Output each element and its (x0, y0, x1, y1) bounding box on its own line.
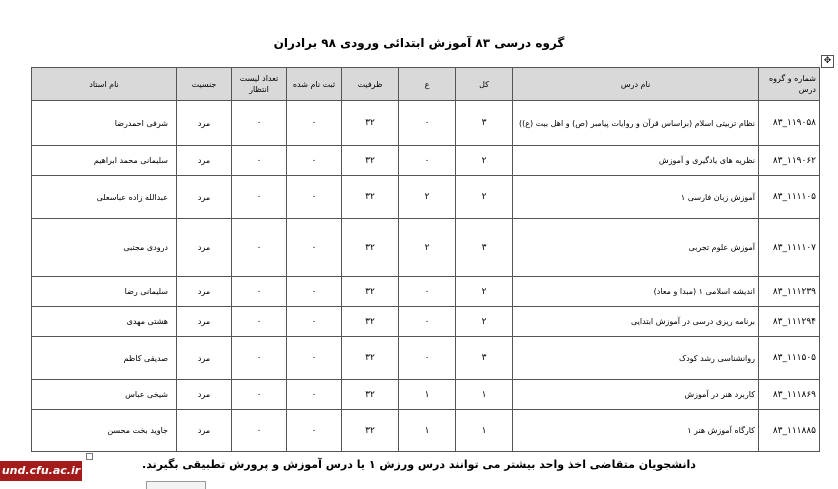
header-capacity: ظرفیت (342, 68, 399, 101)
course-gender: مرد (177, 101, 232, 146)
course-total-units: ۲ (456, 176, 513, 219)
course-total-units: ۲ (456, 146, 513, 176)
course-practical-units: ۰ (399, 337, 456, 380)
course-registered: ۰ (287, 307, 342, 337)
course-waitlist: ۰ (232, 307, 287, 337)
course-name: آموزش زبان فارسی ۱ (513, 176, 759, 219)
header-registered: ثبت نام شده (287, 68, 342, 101)
course-code: ۸۳_۱۱۱۱۰۷ (759, 219, 820, 277)
header-gender: جنسیت (177, 68, 232, 101)
course-code: ۸۳_۱۱۱۲۹۴ (759, 307, 820, 337)
table-row (32, 277, 820, 307)
course-name: نظام تربیتی اسلام (براساس قرآن و روایات پیامبر (ص) و اهل بیت (ع)) (513, 101, 759, 146)
course-gender: مرد (177, 146, 232, 176)
course-teacher: سلیمانی رضا (32, 277, 177, 307)
course-total-units: ۱ (456, 410, 513, 452)
course-name: اندیشه اسلامی ۱ (مبدا و معاد) (513, 277, 759, 307)
header-course-name: نام درس (513, 68, 759, 101)
course-registered: ۰ (287, 219, 342, 277)
course-capacity: ۳۲ (342, 176, 399, 219)
course-teacher: سلیمانی محمد ابراهیم (32, 146, 177, 176)
course-code: ۸۳_۱۱۹۰۵۸ (759, 101, 820, 146)
course-capacity: ۳۲ (342, 277, 399, 307)
course-teacher: درودی مجتبی (32, 219, 177, 277)
course-practical-units: ۱ (399, 410, 456, 452)
course-practical-units: ۱ (399, 380, 456, 410)
course-name: برنامه ریزی درسی در آموزش ابتدایی (513, 307, 759, 337)
course-registered: ۰ (287, 410, 342, 452)
site-watermark: und.cfu.ac.ir (0, 461, 82, 481)
course-registered: ۰ (287, 380, 342, 410)
table-move-handle-icon[interactable]: ✥ (821, 55, 834, 68)
course-name: کاربرد هنر در آموزش (513, 380, 759, 410)
course-name: کارگاه آموزش هنر ۱ (513, 410, 759, 452)
course-code: ۸۳_۱۱۱۵۰۵ (759, 337, 820, 380)
table-header-row (32, 68, 820, 101)
table-row (32, 380, 820, 410)
course-registered: ۰ (287, 176, 342, 219)
header-practical: ع (399, 68, 456, 101)
course-teacher: شیخی عباس (32, 380, 177, 410)
course-gender: مرد (177, 410, 232, 452)
course-practical-units: ۰ (399, 277, 456, 307)
course-waitlist: ۰ (232, 337, 287, 380)
course-teacher: شرفی احمدرضا (32, 101, 177, 146)
course-code: ۸۳_۱۱۱۸۶۹ (759, 380, 820, 410)
course-waitlist: ۰ (232, 219, 287, 277)
course-practical-units: ۲ (399, 219, 456, 277)
table-row (32, 101, 820, 146)
course-registered: ۰ (287, 277, 342, 307)
course-waitlist: ۰ (232, 277, 287, 307)
course-gender: مرد (177, 380, 232, 410)
course-total-units: ۲ (456, 307, 513, 337)
course-total-units: ۳ (456, 219, 513, 277)
table-row (32, 176, 820, 219)
table-row (32, 307, 820, 337)
course-code: ۸۳_۱۱۹۰۶۲ (759, 146, 820, 176)
course-gender: مرد (177, 219, 232, 277)
course-waitlist: ۰ (232, 176, 287, 219)
table-row (32, 337, 820, 380)
course-total-units: ۱ (456, 380, 513, 410)
course-practical-units: ۰ (399, 146, 456, 176)
course-capacity: ۳۲ (342, 101, 399, 146)
course-capacity: ۳۲ (342, 337, 399, 380)
course-teacher: جاوید بخت محسن (32, 410, 177, 452)
course-code: ۸۳_۱۱۱۸۸۵ (759, 410, 820, 452)
course-teacher: هشتی مهدی (32, 307, 177, 337)
course-capacity: ۳۲ (342, 146, 399, 176)
course-code: ۸۳_۱۱۱۱۰۵ (759, 176, 820, 219)
table-row (32, 219, 820, 277)
course-capacity: ۳۲ (342, 380, 399, 410)
table-row (32, 146, 820, 176)
course-practical-units: ۲ (399, 176, 456, 219)
course-total-units: ۳ (456, 101, 513, 146)
course-teacher: عبدالله زاده عباسعلی (32, 176, 177, 219)
header-total: کل (456, 68, 513, 101)
header-waitlist: تعداد لیست انتظار (232, 68, 287, 101)
page-title: گروه درسی ۸۳ آموزش ابتدائی ورودی ۹۸ برادران (273, 36, 565, 50)
course-waitlist: ۰ (232, 410, 287, 452)
course-capacity: ۳۲ (342, 410, 399, 452)
course-capacity: ۳۲ (342, 219, 399, 277)
course-waitlist: ۰ (232, 101, 287, 146)
footer-note: دانشجویان متقاضی اخذ واحد بیشتر می توانند درس ورزش ۱ یا درس آموزش و پرورش تطبیقی بگیرند. (142, 458, 696, 471)
table-row (32, 410, 820, 452)
course-total-units: ۳ (456, 337, 513, 380)
course-waitlist: ۰ (232, 146, 287, 176)
course-gender: مرد (177, 277, 232, 307)
course-gender: مرد (177, 337, 232, 380)
courses-table (31, 67, 820, 452)
course-registered: ۰ (287, 146, 342, 176)
course-name: نظریه های یادگیری و آموزش (513, 146, 759, 176)
course-practical-units: ۰ (399, 101, 456, 146)
course-capacity: ۳۲ (342, 307, 399, 337)
course-name: آموزش علوم تجربی (513, 219, 759, 277)
resize-handle[interactable] (86, 453, 93, 460)
course-total-units: ۲ (456, 277, 513, 307)
course-name: روانشناسی رشد کودک (513, 337, 759, 380)
course-practical-units: ۰ (399, 307, 456, 337)
course-registered: ۰ (287, 101, 342, 146)
course-teacher: صدیقی کاظم (32, 337, 177, 380)
header-teacher: نام استاد (32, 68, 177, 101)
course-gender: مرد (177, 176, 232, 219)
course-gender: مرد (177, 307, 232, 337)
course-code: ۸۳_۱۱۱۲۳۹ (759, 277, 820, 307)
header-code: شماره و گروه درس (759, 68, 820, 101)
course-waitlist: ۰ (232, 380, 287, 410)
course-registered: ۰ (287, 337, 342, 380)
